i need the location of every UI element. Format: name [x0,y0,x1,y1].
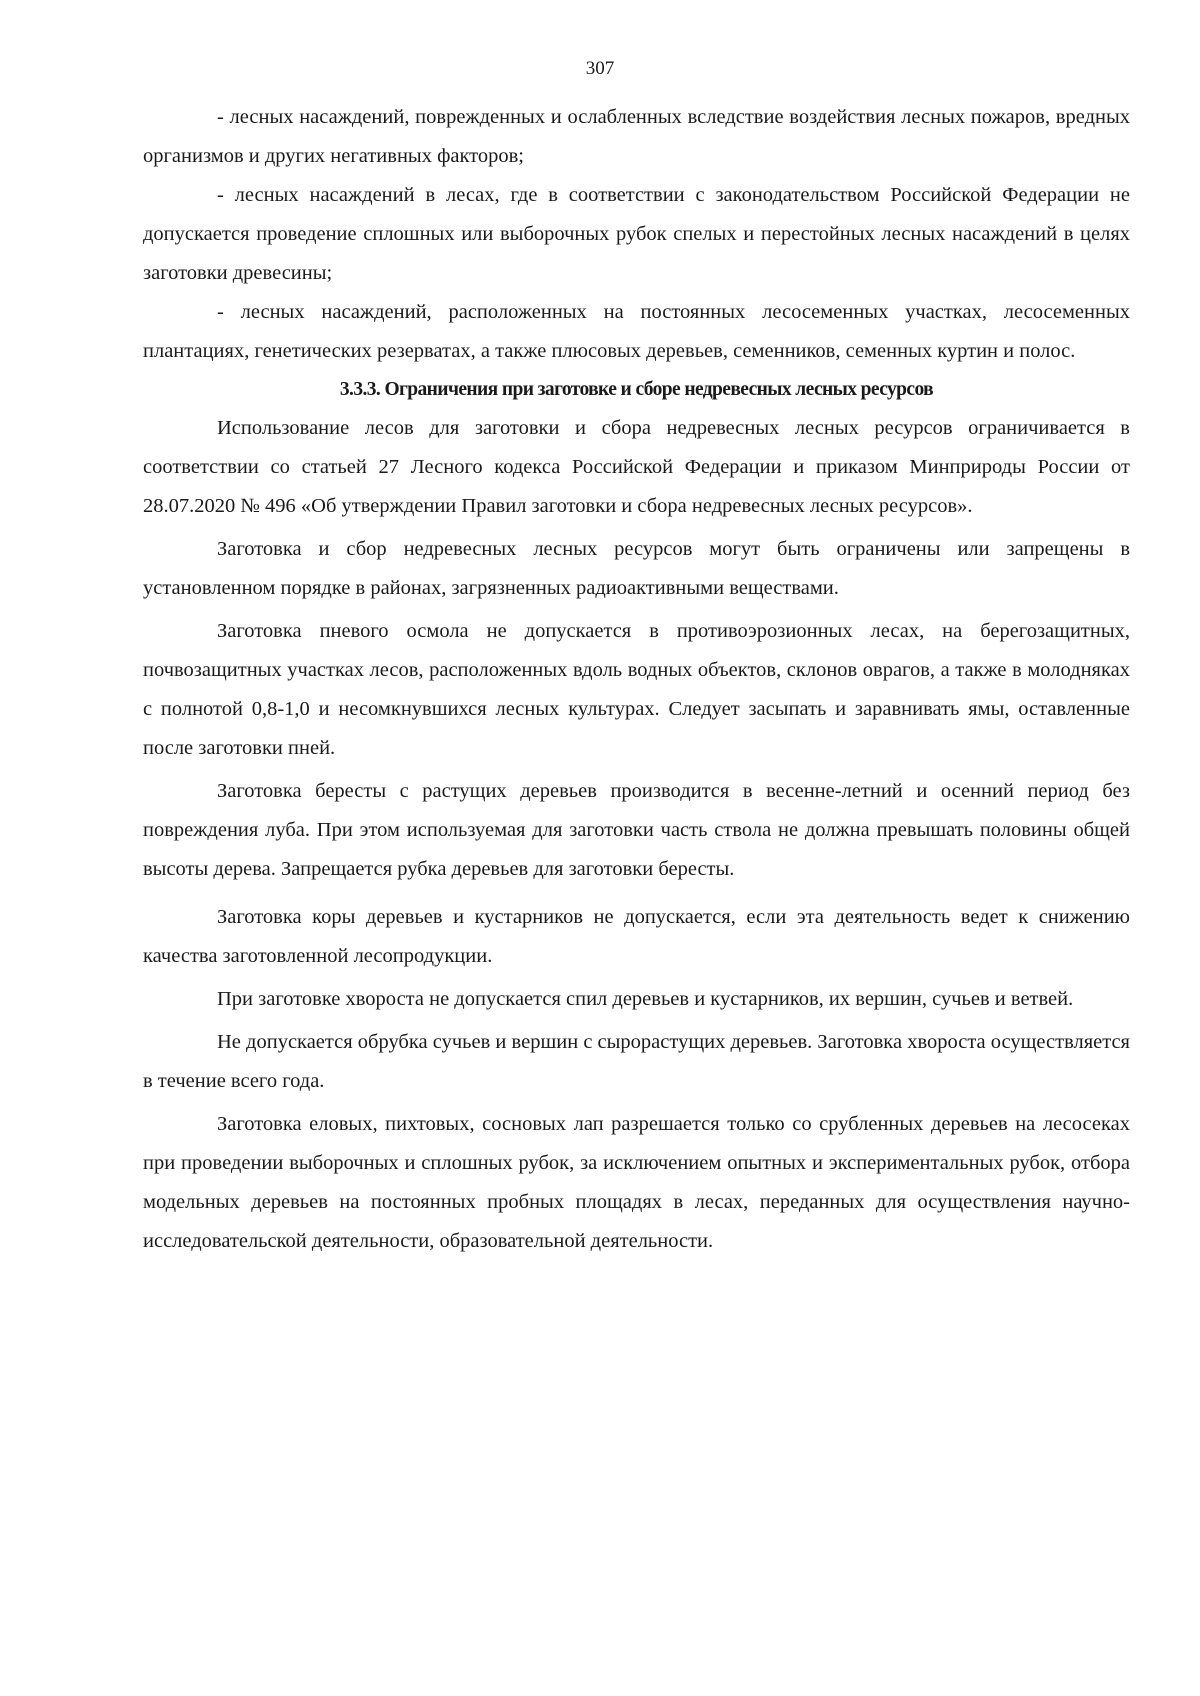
paragraph-tree-bark: Заготовка коры деревьев и кустарников не допускается, если эта деятельность ведет к снижению качества заготовленной лесопродукции. [143,906,1130,967]
paragraph-radioactive-areas: Заготовка и сбор недревесных лесных ресурсов могут быть ограничены или запрещены в установленном порядке в районах, загрязненных радиоактивными веществами. [143,538,1130,599]
paragraph-stump-resin: Заготовка пневого осмола не допускается в противоэрозионных лесах, на берегозащитных, почвозащитных участках лесов, расположенных вдоль водных объектов, склонов оврагов, а также в молодняках с полнотой 0,8-1,0 и несомкнувшихся лесных культурах. Следует засыпать и заравнивать ямы, оставленные после заготовки пней. [143,620,1130,759]
page-body [143,98,1130,1261]
paragraph-branch-cutting: Не допускается обрубка сучьев и вершин с сырорастущих деревьев. Заготовка хвороста осуществляется в течение всего года. [143,1031,1130,1092]
paragraph-birch-bark: Заготовка бересты с растущих деревьев производится в весенне-летний и осенний период без повреждения луба. При этом используемая для заготовки часть ствола не должна превышать половины общей высоты дерева. Запрещается рубка деревьев для заготовки бересты. [143,780,1130,880]
intro-item-prohibited-felling: - лесных насаждений в лесах, где в соответствии с законодательством Российской Федерации не допускается проведение сплошных или выборочных рубок спелых и перестойных лесных насаждений в целях заготовки древесины; [143,184,1130,284]
section-heading: 3.3.3. Ограничения при заготовке и сборе недревесных лесных ресурсов [339,379,934,400]
paragraph-conifer-branches: Заготовка еловых, пихтовых, сосновых лап разрешается только со срубленных деревьев на лесосеках при проведении выборочных и сплошных рубок, за исключением опытных и экспериментальных рубок, отбора модельных деревьев на постоянных пробных площадях в лесах, переданных для осуществления научно-исследовательской деятельности, образовательной деятельности. [143,1113,1130,1252]
paragraph-brushwood: При заготовке хвороста не допускается спил деревьев и кустарников, их вершин, сучьев и ветвей. [217,988,1074,1010]
intro-item-damaged-stands: - лесных насаждений, поврежденных и ослабленных вследствие воздействия лесных пожаров, вредных организмов и других негативных факторов; [143,106,1130,167]
paragraph-legal-basis: Использование лесов для заготовки и сбора недревесных лесных ресурсов ограничивается в соответствии со статьей 27 Лесного кодекса Российской Федерации и приказом Минприроды России от 28.07.2020 № 496 «Об утверждении Правил заготовки и сбора недревесных лесных ресурсов». [143,417,1130,517]
page-number: 307 [585,58,615,79]
intro-item-seed-sites: - лесных насаждений, расположенных на постоянных лесосеменных участках, лесосеменных плантациях, генетических резерватах, а также плюсовых деревьев, семенников, семенных куртин и полос. [143,301,1130,362]
